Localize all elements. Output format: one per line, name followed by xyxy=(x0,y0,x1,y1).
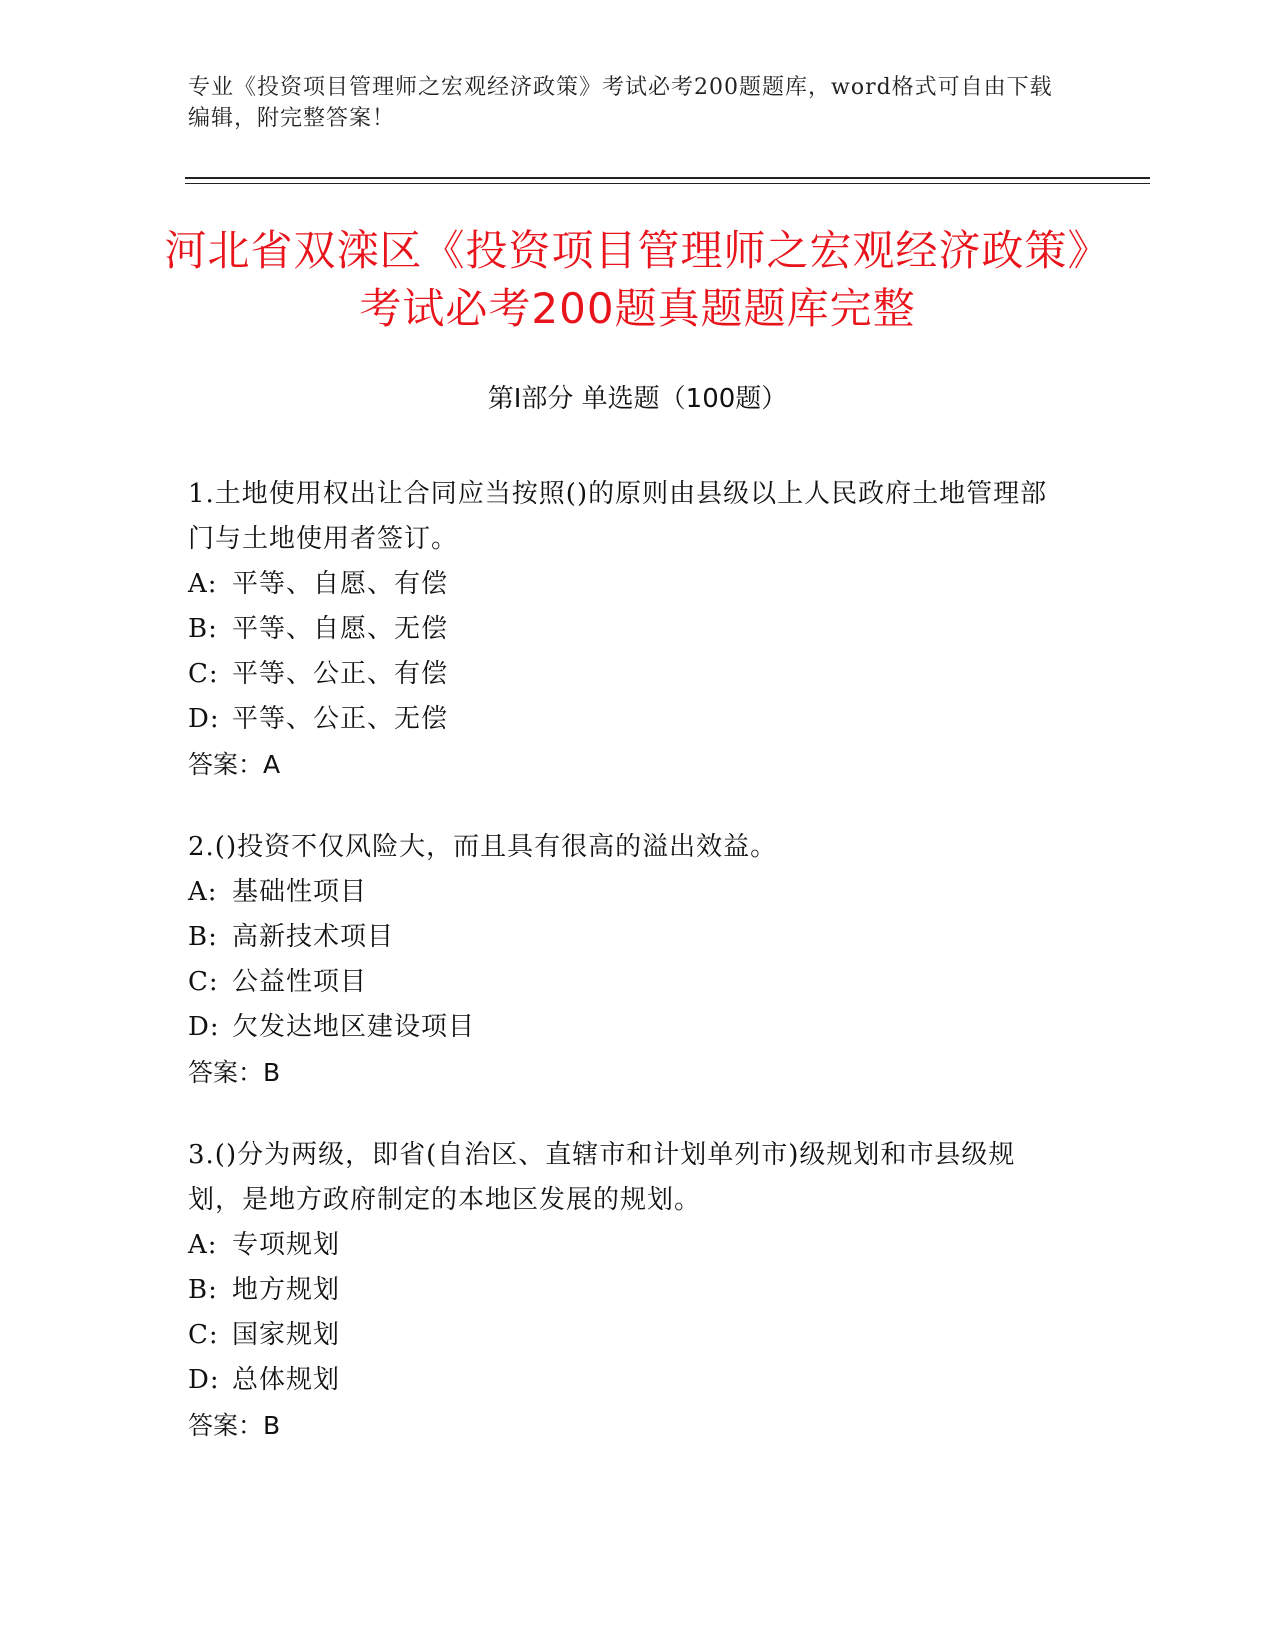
option-text: 高新技术项目 xyxy=(232,922,395,952)
header-divider-thick xyxy=(185,177,1150,179)
question-option xyxy=(188,697,1068,742)
option-key: D: xyxy=(188,1365,220,1395)
option-key: D: xyxy=(188,1012,220,1042)
option-key: D: xyxy=(188,704,220,734)
option-text: 基础性项目 xyxy=(232,877,368,907)
header-note: 专业《投资项目管理师之宏观经济政策》考试必考200题题库，word格式可自由下载编辑，附完整答案！ xyxy=(188,75,1053,131)
document-title: 河北省双滦区《投资项目管理师之宏观经济政策》考试必考200题真题题库完整 xyxy=(164,226,1111,333)
question-option xyxy=(188,1005,1068,1050)
option-key: A: xyxy=(188,877,218,907)
question-answer: 答案：A xyxy=(188,750,281,779)
header-divider-thin xyxy=(185,183,1150,184)
option-key: B: xyxy=(188,922,218,952)
question-option xyxy=(188,562,1068,607)
option-text: 国家规划 xyxy=(232,1320,341,1350)
question-stem: 2.()投资不仅风险大，而且具有很高的溢出效益。 xyxy=(188,832,778,862)
question-option xyxy=(188,870,1068,915)
section-title: 第I部分 单选题（100题） xyxy=(487,384,788,414)
question-answer: 答案：B xyxy=(188,1058,281,1087)
option-text: 欠发达地区建设项目 xyxy=(232,1012,476,1042)
option-text: 公益性项目 xyxy=(232,967,368,997)
option-key: B: xyxy=(188,1275,218,1305)
option-text: 平等、公正、有偿 xyxy=(232,659,449,689)
question-option xyxy=(188,652,1068,697)
option-text: 总体规划 xyxy=(232,1365,341,1395)
question-option xyxy=(188,1358,1068,1403)
question-list xyxy=(188,472,1068,1486)
question-option xyxy=(188,915,1068,960)
option-key: C: xyxy=(188,967,219,997)
question-stem: 1.土地使用权出让合同应当按照()的原则由县级以上人民政府土地管理部门与土地使用者签订。 xyxy=(188,479,1048,554)
question-stem: 3.()分为两级，即省(自治区、直辖市和计划单列市)级规划和市县级规划，是地方政府制定的本地区发展的规划。 xyxy=(188,1140,1016,1215)
option-text: 平等、自愿、有偿 xyxy=(232,569,449,599)
option-text: 平等、公正、无偿 xyxy=(232,704,449,734)
option-text: 地方规划 xyxy=(232,1275,341,1305)
question-item xyxy=(188,1133,1068,1448)
option-key: A: xyxy=(188,569,218,599)
question-answer: 答案：B xyxy=(188,1411,281,1440)
question-option xyxy=(188,960,1068,1005)
question-option xyxy=(188,1268,1068,1313)
question-option xyxy=(188,1223,1068,1268)
question-option xyxy=(188,1313,1068,1358)
option-key: C: xyxy=(188,659,219,689)
option-key: B: xyxy=(188,614,218,644)
option-key: C: xyxy=(188,1320,219,1350)
question-item xyxy=(188,472,1068,787)
option-text: 平等、自愿、无偿 xyxy=(232,614,449,644)
option-text: 专项规划 xyxy=(232,1230,341,1260)
option-key: A: xyxy=(188,1230,218,1260)
question-item xyxy=(188,825,1068,1095)
question-option xyxy=(188,607,1068,652)
